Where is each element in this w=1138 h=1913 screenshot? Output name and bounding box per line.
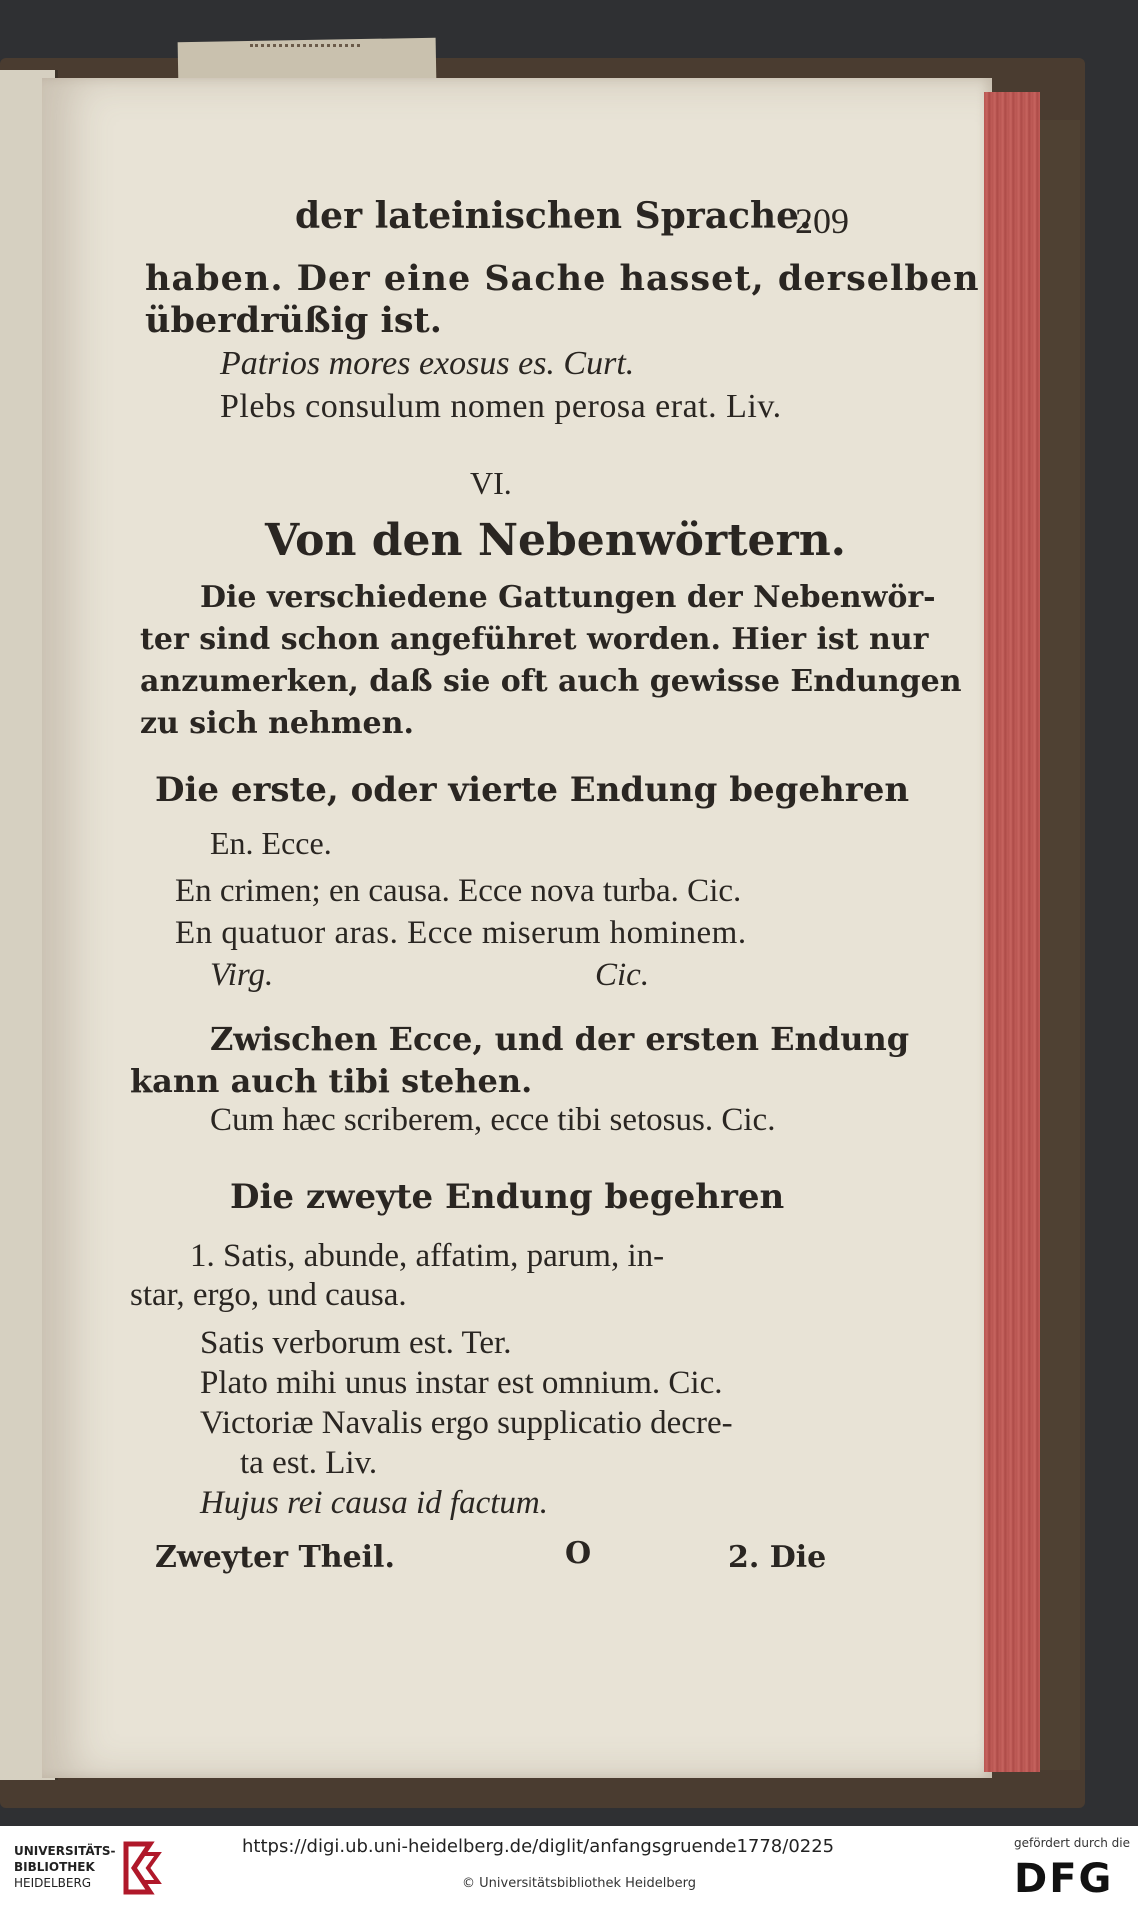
text-line: ter sind schon angeführet worden. Hier ist nur (140, 622, 929, 657)
latin-example: Hujus rei causa id factum. (200, 1485, 548, 1521)
text-line: überdrüßig ist. (145, 300, 442, 341)
text-line: anzumerken, daß sie oft auch gewisse Endungen (140, 664, 962, 699)
latin-example: En quatuor aras. Ecce miserum hominem. (175, 915, 747, 951)
catchword: 2. Die (728, 1540, 827, 1575)
section-heading: Von den Nebenwörtern. (265, 515, 847, 566)
copyright-notice: © Universitätsbibliothek Heidelberg (462, 1876, 697, 1891)
subheading: Die erste, oder vierte Endung begehren (155, 770, 910, 810)
latin-example: En crimen; en causa. Ecce nova turba. Cic. (175, 873, 742, 909)
source-reference: Virg. (210, 957, 274, 993)
latin-example: Cum hæc scriberem, ecce tibi setosus. Cic. (210, 1102, 776, 1138)
funding-note: gefördert durch die (1014, 1836, 1130, 1850)
text-line: Zwischen Ecce, und der ersten Endung (210, 1020, 910, 1058)
latin-example: Victoriæ Navalis ergo supplicatio decre- (200, 1405, 733, 1441)
subheading: Die zweyte Endung begehren (230, 1177, 785, 1217)
text-line: En. Ecce. (210, 825, 332, 861)
permalink-url[interactable]: https://digi.ub.uni-heidelberg.de/diglit/anfangsgruende1778/0225 (242, 1836, 835, 1857)
library-name-line2: BIBLIOTHEK (14, 1860, 95, 1874)
viewer-footer (0, 1826, 1138, 1913)
signature-line: Zweyter Theil. (155, 1540, 395, 1575)
text-line: star, ergo, und causa. (130, 1277, 407, 1313)
latin-example: Plebs consulum nomen perosa erat. Liv. (220, 388, 782, 425)
source-reference: Cic. (595, 957, 650, 993)
binding-edge (1040, 120, 1080, 1770)
latin-example: ta est. Liv. (240, 1445, 378, 1481)
latin-example: Satis verborum est. Ter. (200, 1325, 512, 1361)
text-line: kann auch tibi stehen. (130, 1062, 533, 1100)
text-line: haben. Der eine Sache hasset, derselben (145, 258, 980, 299)
section-number: VI. (470, 465, 512, 501)
running-head: der lateinischen Sprache. (295, 195, 812, 237)
library-name-line1: UNIVERSITÄTS- (14, 1844, 116, 1858)
dfg-logo: DFG (1014, 1856, 1114, 1902)
page-number: 209 (795, 201, 849, 241)
text-line: zu sich nehmen. (140, 706, 414, 741)
latin-example: Patrios mores exosus es. Curt. (220, 345, 635, 382)
text-line: 1. Satis, abunde, affatim, parum, in- (190, 1238, 665, 1274)
library-emblem-icon (120, 1840, 164, 1896)
tab-ink-marks (250, 44, 360, 61)
red-page-edges (984, 92, 1040, 1772)
signature-mark: O (565, 1536, 592, 1571)
library-name-line3: HEIDELBERG (14, 1876, 92, 1890)
text-line: Die verschiedene Gattungen der Nebenwör- (200, 580, 936, 615)
latin-example: Plato mihi unus instar est omnium. Cic. (200, 1365, 723, 1401)
